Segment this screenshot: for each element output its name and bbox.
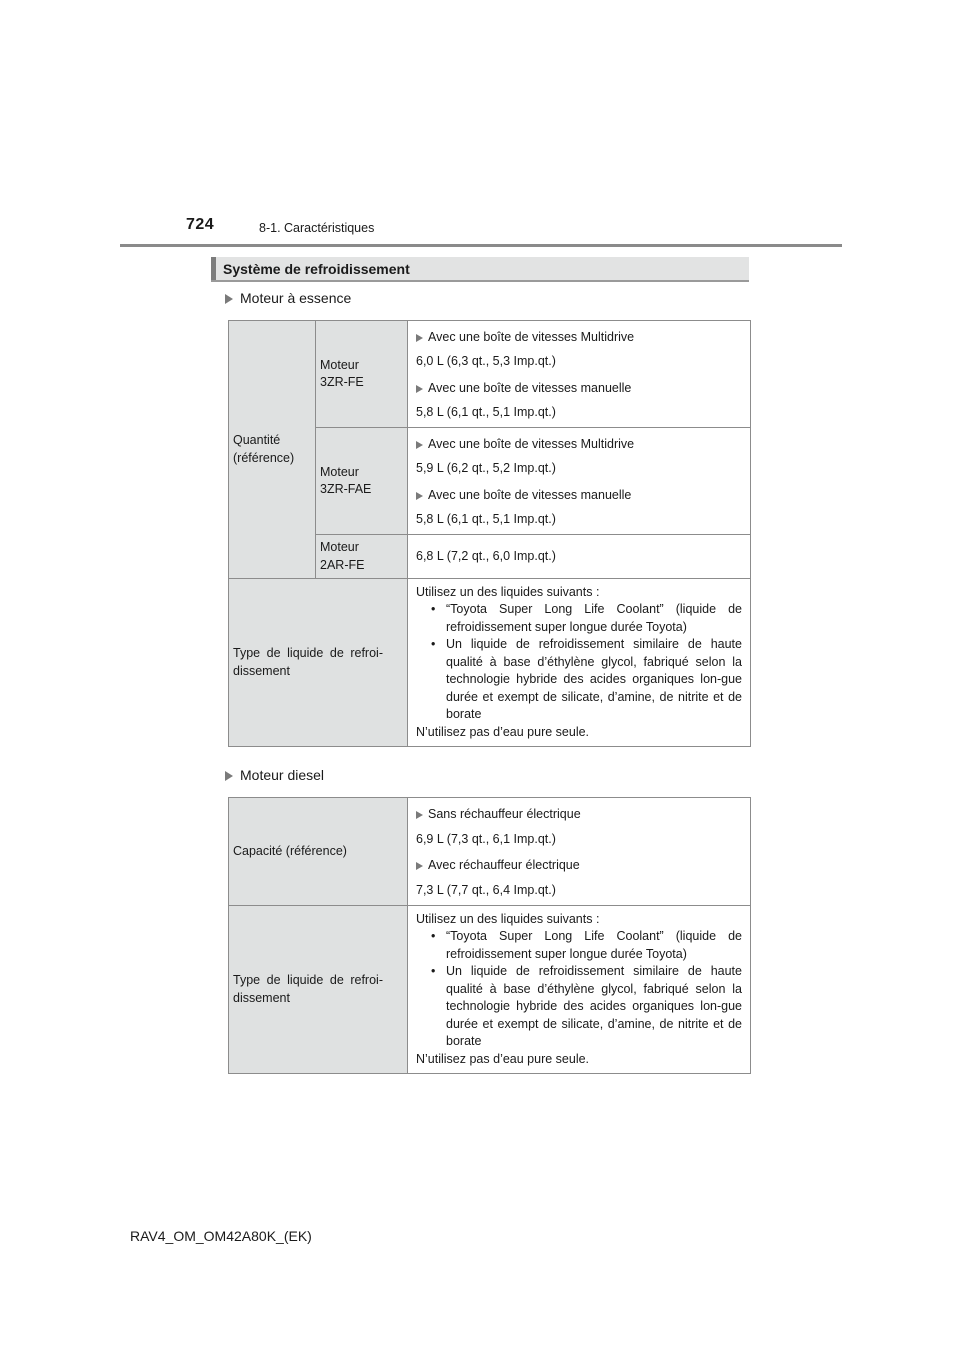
section-title: Système de refroidissement [223,261,410,277]
coolant-type-cell [408,579,751,747]
option-label [416,487,742,505]
option-label-text: Avec une boîte de vitesses Multidrive [428,329,635,344]
diesel-capacity-cell [408,798,751,906]
capacity-value: 5,8 L (6,1 qt., 5,1 Imp.qt.) [416,512,556,526]
option-label-text: Sans réchauffeur électrique [428,807,581,821]
option-label [416,329,742,347]
coolant-warning: N’utilisez pas d’eau pure seule. [416,1051,590,1066]
coolant-intro: Utilisez un des liquides suivants : [416,584,600,599]
option-label-text: Avec réchauffeur électrique [428,858,580,872]
option-label [416,380,742,398]
option-label-text: Avec une boîte de vitesses manuelle [428,487,632,502]
petrol-heading-text: Moteur à essence [240,290,352,306]
document-code: RAV4_OM_OM42A80K_(EK) [130,1228,312,1244]
table-row [229,579,751,747]
quantity-label: Quantité (référence) [233,433,295,465]
engine-name-line2: 3ZR-FE [320,375,364,389]
engine-name-line1: Moteur [320,357,359,372]
option-label-text: Avec une boîte de vitesses Multidrive [428,436,635,451]
capacity-label: Capacité (référence) [233,843,347,858]
diesel-heading [225,767,324,783]
option-label [416,857,742,875]
coolant-type-cell [408,906,751,1074]
quantity-label-cell [229,321,316,579]
arrow-right-icon [416,811,423,819]
engine-name-cell [316,321,408,428]
option-label [416,436,742,454]
list-item: • Un liquide de refroidissement similaire de haute qualité à base d’éthylène glycol, fabriqué selon la technologie hybride des acides organiques lon-gue durée et exempt de silicate, d’amine, de nitrite et de borate [416,636,742,724]
engine-name-cell [316,535,408,579]
option-label [416,806,742,824]
coolant-intro: Utilisez un des liquides suivants : [416,911,600,926]
engine-name-cell [316,428,408,535]
engine-name-line1: Moteur [320,464,359,479]
list-item: • Un liquide de refroidissement similaire de haute qualité à base d’éthylène glycol, fabriqué selon la technologie hybride des acides organiques lon-gue durée et exempt de silicate, d’amine, de nitrite et de borate [416,963,742,1051]
coolant-warning: N’utilisez pas d’eau pure seule. [416,724,590,739]
arrow-right-icon [416,441,423,449]
capacity-value: 6,8 L (7,2 qt., 6,0 Imp.qt.) [416,548,556,563]
capacity-value: 6,9 L (7,3 qt., 6,1 Imp.qt.) [416,831,556,846]
section-title-bar [211,257,749,282]
coolant-type-label: Type de liquide de refroi-dissement [233,646,383,678]
arrow-right-icon [416,334,423,342]
engine-name-line2: 2AR-FE [320,557,365,572]
arrow-right-icon [225,294,233,304]
page-number: 724 [186,216,215,233]
arrow-right-icon [416,492,423,500]
coolant-list [416,928,742,1051]
capacity-value: 6,0 L (6,3 qt., 5,3 Imp.qt.) [416,354,556,368]
engine-name-line1: Moteur [320,540,359,554]
petrol-heading [225,290,351,306]
engine-capacity-cell [408,535,751,579]
table-row [229,798,751,906]
capacity-label-cell [229,798,408,906]
diesel-spec-table [228,797,751,1074]
capacity-value: 5,8 L (6,1 qt., 5,1 Imp.qt.) [416,405,556,419]
arrow-right-icon [416,385,423,393]
header-divider [120,244,842,247]
list-item: • “Toyota Super Long Life Coolant” (liquide de refroidissement super longue durée Toyota) [416,601,742,636]
capacity-value: 7,3 L (7,7 qt., 6,4 Imp.qt.) [416,882,556,897]
list-item: • “Toyota Super Long Life Coolant” (liquide de refroidissement super longue durée Toyota) [416,928,742,963]
engine-name-line2: 3ZR-FAE [320,482,372,496]
section-accent [211,257,216,280]
table-row [229,906,751,1074]
section-path: 8-1. Caractéristiques [259,221,375,235]
coolant-list [416,601,742,724]
coolant-type-label-cell [229,906,408,1074]
petrol-spec-table [228,320,751,747]
diesel-heading-text: Moteur diesel [240,767,325,783]
engine-capacity-cell [408,321,751,428]
capacity-value: 5,9 L (6,2 qt., 5,2 Imp.qt.) [416,461,556,475]
engine-capacity-cell [408,428,751,535]
coolant-type-label: Type de liquide de refroi-dissement [233,973,383,1005]
table-row [229,321,751,428]
option-label-text: Avec une boîte de vitesses manuelle [428,380,632,395]
coolant-type-label-cell [229,579,408,747]
arrow-right-icon [416,862,423,870]
arrow-right-icon [225,771,233,781]
